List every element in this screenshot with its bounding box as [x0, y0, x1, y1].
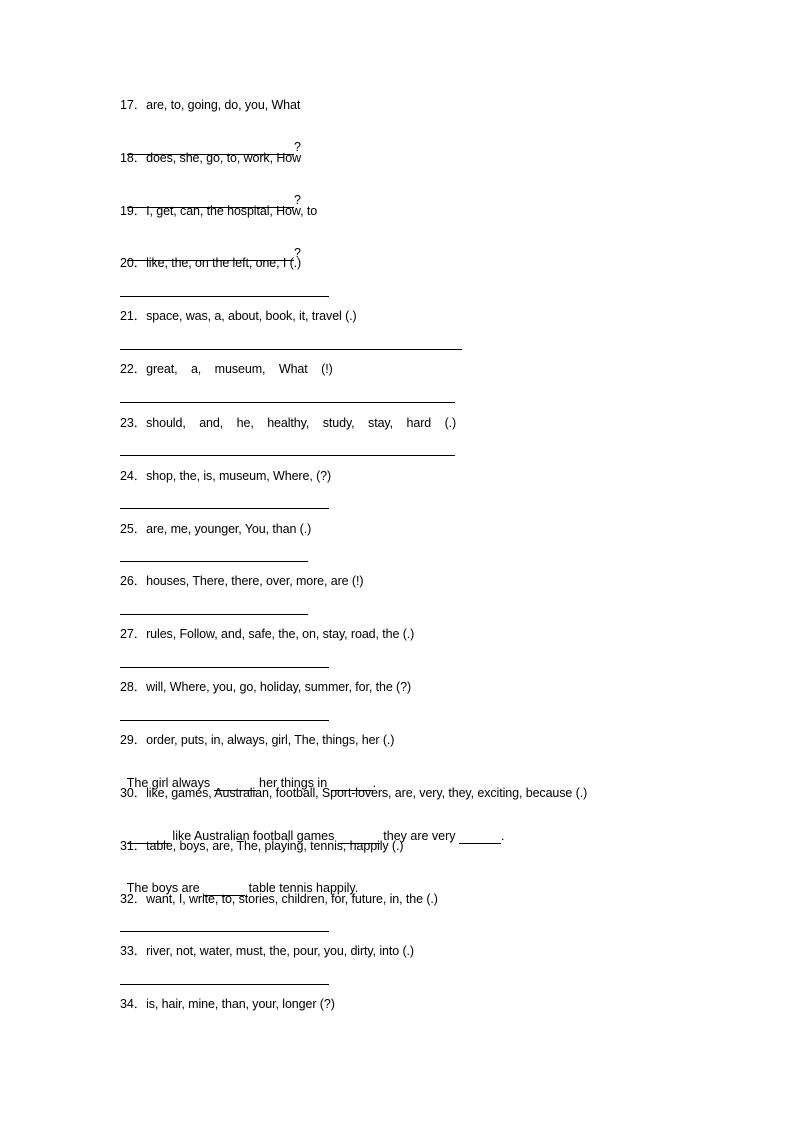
answer-blank[interactable] [459, 830, 501, 844]
question-mark: ? [293, 193, 301, 207]
answer-29 [120, 759, 377, 790]
question-23: 23．should, and, he, healthy, study, stay, hard (.) [120, 416, 457, 430]
question-mark: ? [293, 246, 301, 260]
answer-line-23[interactable] [120, 455, 455, 456]
answer-text: The boys are [126, 881, 204, 895]
question-20: 20．like, the, on the left, one, I (.) [120, 256, 302, 270]
answer-line-27[interactable] [120, 667, 329, 668]
answer-text: her things in [255, 776, 331, 790]
question-18: 18．does, she, go, to, work, How [120, 151, 302, 165]
question-22: 22．great, a, museum, What (!) [120, 362, 333, 376]
answer-line-28[interactable] [120, 720, 329, 721]
question-28: 28．will, Where, you, go, holiday, summer, for, the (?) [120, 680, 412, 694]
question-29: 29．order, puts, in, always, girl, The, things, her (.) [120, 733, 395, 747]
question-30: 30．like, games, Australian, football, Sport-lovers, are, very, they, exciting, because (.) [120, 786, 588, 800]
question-21: 21．space, was, a, about, book, it, travel (.) [120, 309, 357, 323]
question-34: 34．is, hair, mine, than, your, longer (?) [120, 997, 335, 1011]
question-27: 27．rules, Follow, and, safe, the, on, stay, road, the (.) [120, 627, 415, 641]
answer-line-25[interactable] [120, 561, 308, 562]
answer-text: like Australian football games [168, 829, 338, 843]
answer-17[interactable] [120, 123, 301, 154]
question-32: 32．want, I, write, to, stories, children, for, future, in, the (.) [120, 892, 438, 906]
question-mark: ? [293, 140, 301, 154]
answer-text: they are very [379, 829, 459, 843]
question-31: 31．table, boys, are, The, playing, tennis, happily (.) [120, 839, 404, 853]
answer-line-33[interactable] [120, 984, 329, 985]
question-24: 24．shop, the, is, museum, Where, (?) [120, 469, 332, 483]
answer-text: table tennis happily. [245, 881, 359, 895]
answer-line-21[interactable] [120, 349, 462, 350]
answer-line-32[interactable] [120, 931, 329, 932]
answer-19[interactable] [120, 229, 301, 260]
answer-text: . [372, 776, 377, 790]
question-17: 17．are, to, going, do, you, What [120, 98, 301, 112]
answer-31 [120, 864, 359, 895]
answer-line-26[interactable] [120, 614, 308, 615]
answer-line-22[interactable] [120, 402, 455, 403]
question-33: 33．river, not, water, must, the, pour, you, dirty, into (.) [120, 944, 414, 958]
answer-line-24[interactable] [120, 508, 329, 509]
question-19: 19．I, get, can, the hospital, How, to [120, 204, 318, 218]
answer-18[interactable] [120, 176, 301, 207]
question-26: 26．houses, There, there, over, more, are (!) [120, 574, 364, 588]
question-25: 25．are, me, younger, You, than (.) [120, 522, 312, 536]
answer-text: The girl always [126, 776, 214, 790]
answer-line-20[interactable] [120, 296, 329, 297]
answer-text: . [501, 829, 505, 843]
answer-30 [120, 812, 505, 843]
